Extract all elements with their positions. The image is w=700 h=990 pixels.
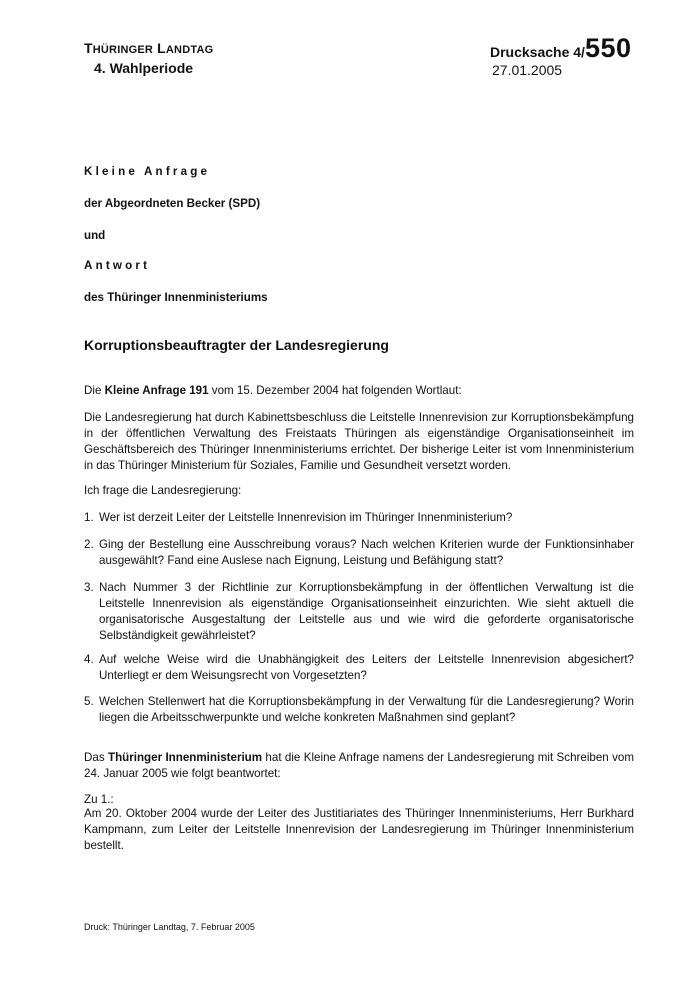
question-item-4 <box>84 652 634 684</box>
question-text: Welchen Stellenwert hat die Korruptionsbekämpfung in der Verwaltung für die Landesregierung? Worin liegen die Arbeitsschwerpunkte und welche konkreten Maßnahmen sind geplant? <box>99 695 634 724</box>
legislative-period: 4. Wahlperiode <box>94 60 194 76</box>
doc-label: Drucksache 4/ <box>490 44 585 60</box>
doc-number: 550 <box>584 33 632 63</box>
question-item-2 <box>84 537 634 569</box>
answer-intro-prefix: Das <box>84 751 108 764</box>
question-number: 3. <box>84 581 94 594</box>
wortlaut-bold: Kleine Anfrage 191 <box>104 384 209 397</box>
parliament-cap-1: T <box>84 40 93 56</box>
question-text: Wer ist derzeit Leiter der Leitstelle Innenrevision im Thüringer Innenministerium? <box>99 511 513 524</box>
question-item-1 <box>84 510 634 526</box>
question-list-4 <box>84 652 634 684</box>
answer-1-label: Zu 1.: <box>84 793 114 806</box>
question-number: 1. <box>84 511 94 524</box>
question-number: 2. <box>84 538 94 551</box>
parliament-name <box>84 40 213 59</box>
question-text: Nach Nummer 3 der Richtlinie zur Korruptionsbekämpfung in der öffentlichen Verwaltung ist die Leitstelle Innenrevision als eigenständige Organisationseinheit einzurichten. Wie sieht aktuell die organisatorische Ausgestaltung der Leitstelle aus und wie wird die geforderte organisatorische Selbständigkeit gewährleistet? <box>99 581 634 642</box>
ask-line: Ich frage die Landesregierung: <box>84 484 242 497</box>
wortlaut-line <box>84 383 634 399</box>
question-item-3 <box>84 580 634 644</box>
antwort-label: Antwort <box>84 259 151 272</box>
header-left <box>84 40 213 78</box>
answer-1-text: Am 20. Oktober 2004 wurde der Leiter des Justitiariates des Thüringer Innenministeriums, Herr Burkhard Kampmann, zum Leiter der Leitstelle Innenrevision der Landesregierung im Thüringer Innenministerium bestellt. <box>84 807 634 852</box>
question-text: Auf welche Weise wird die Unabhängigkeit des Leiters der Leitstelle Innenrevision abgesichert? Unterliegt er dem Weisungsrecht von Vorgesetzten? <box>99 653 634 682</box>
page-title: Korruptionsbeauftragter der Landesregierung <box>84 337 389 353</box>
question-number: 4. <box>84 653 94 666</box>
question-list <box>84 510 634 526</box>
print-footer: Druck: Thüringer Landtag, 7. Februar 2005 <box>84 922 255 932</box>
kleine-anfrage-label: Kleine Anfrage <box>84 165 211 178</box>
abgeordnete-line: der Abgeordneten Becker (SPD) <box>84 197 261 210</box>
question-list-2 <box>84 537 634 569</box>
answer-intro <box>84 750 634 782</box>
question-number: 5. <box>84 695 94 708</box>
answer-intro-suffix: hat die Kleine Anfrage namens der Landesregierung mit Schreiben vom 24. Januar 2005 wie folgt beantwortet: <box>84 751 634 780</box>
wortlaut-prefix: Die <box>84 384 105 397</box>
parliament-rest-2: ANDTAG <box>165 44 214 56</box>
doc-date: 27.01.2005 <box>492 62 563 78</box>
question-text: Ging der Bestellung eine Ausschreibung voraus? Nach welchen Kriterien wurde der Funktionsinhaber ausgewählt? Fand eine Auslese nach Eignung, Leistung und Befähigung statt? <box>99 538 634 567</box>
body-paragraph: Die Landesregierung hat durch Kabinettsbeschluss die Leitstelle Innenrevision zur Korruptionsbekämpfung in der öffentlichen Verwaltung des Freistaats Thüringen als eigenständige Organisationseinheit im Geschäftsbereich des Thüringer Innenministeriums errichtet. Der bisherige Leiter ist vom Innenministerium in das Thüringer Ministerium für Soziales, Familie und Gesundheit versetzt worden. <box>84 411 634 472</box>
ministerium-line: des Thüringer Innenministeriums <box>84 291 268 304</box>
header-right <box>490 33 632 78</box>
question-list-5 <box>84 694 634 726</box>
answer-intro-bold: Thüringer Innenministerium <box>107 751 263 764</box>
wortlaut-suffix: vom 15. Dezember 2004 hat folgenden Wortlaut: <box>208 384 462 397</box>
parliament-rest-1: HÜRINGER <box>92 44 154 56</box>
question-list-3 <box>84 580 634 644</box>
parliament-cap-2: L <box>157 40 166 56</box>
und-line: und <box>84 229 106 242</box>
question-item-5 <box>84 694 634 726</box>
